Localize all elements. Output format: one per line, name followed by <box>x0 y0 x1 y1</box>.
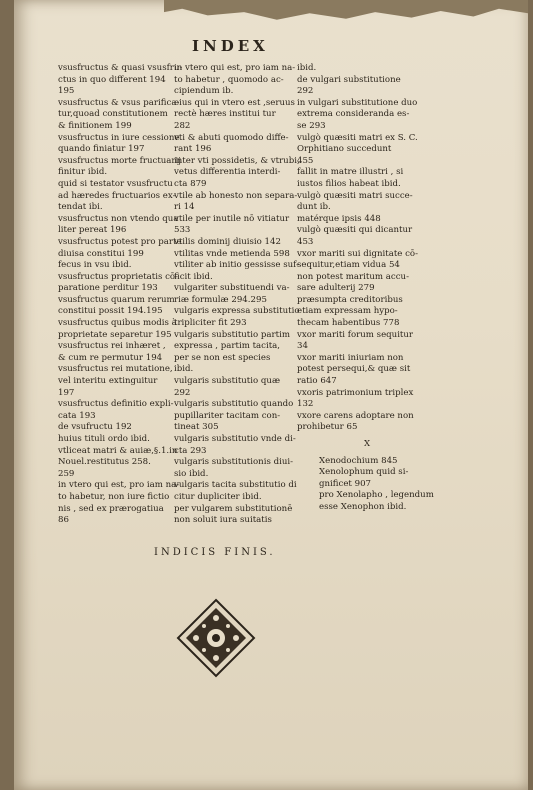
index-line: vsusfructus definitio expli- <box>58 399 174 410</box>
printer-ornament-icon <box>176 598 256 678</box>
index-line: 455 <box>297 155 314 166</box>
index-line: cta 879 <box>174 178 207 189</box>
index-line: 259 <box>58 468 75 479</box>
index-line: thecam habentibus 778 <box>297 318 400 329</box>
page-header: INDEX <box>192 37 269 55</box>
index-column-3 <box>297 63 437 514</box>
index-line: vxor mariti forum sequitur <box>297 329 414 340</box>
index-line: to habetur, non iure fictio <box>58 491 170 502</box>
index-line: tineat 305 <box>174 422 219 433</box>
index-end-title: INDICIS FINIS. <box>154 547 276 558</box>
index-line: iustos filios habeat ibid. <box>297 178 401 189</box>
index-line: 132 <box>297 399 314 410</box>
index-line: vsusfructus quibus modis à <box>58 318 177 329</box>
index-line: vulgaris substitutio vnde di- <box>174 434 296 444</box>
index-line: prohibetur 65 <box>297 422 358 433</box>
index-line: vsusfructus morte fructuarij <box>58 155 181 166</box>
index-line: ibid. <box>297 63 317 73</box>
index-line: citur dupliciter ibid. <box>174 491 262 502</box>
index-line: 453 <box>297 236 314 247</box>
index-line: vulgaris tacita substitutio di <box>174 480 297 491</box>
index-line: 195 <box>58 86 75 97</box>
index-line: in vtero qui est, pro iam na- <box>58 480 180 491</box>
index-line: potest persequi,& quæ sit <box>297 364 411 375</box>
index-line: to habetur , quomodo ac- <box>174 74 284 85</box>
index-line: vulgò quæsiti matri ex S. C. <box>297 132 418 143</box>
index-line: per vulgarem substitutionē <box>174 503 293 514</box>
index-line: vsusfructus & vsus parifica- <box>58 97 180 108</box>
index-line: vsusfructus rei inhæret , <box>58 341 166 352</box>
index-column-1 <box>58 63 188 527</box>
index-line: tur,quoad constitutionem <box>58 109 168 120</box>
index-line: fecus in vsu ibid. <box>58 260 132 271</box>
index-line: ratio 647 <box>297 376 337 387</box>
index-line: vetus differentia interdi- <box>174 167 281 178</box>
index-line: vsusfructus quarum rerum <box>58 294 175 305</box>
index-line: vxor mariti sui dignitate cō- <box>297 248 418 259</box>
index-line: 34 <box>297 341 308 352</box>
index-line: vtilis dominij diuisio 142 <box>174 236 281 247</box>
index-line: præsumpta creditoribus <box>297 294 403 305</box>
index-line: vtliceat matri & auiæ,§.1.in <box>58 445 178 456</box>
index-line: ctus in quo different 194 <box>58 74 166 85</box>
index-line: eius qui in vtero est ,seruus <box>174 97 295 108</box>
index-line: vulgaris substitutio quando <box>174 399 294 410</box>
index-line: tendat ibi. <box>58 202 103 213</box>
index-line: inter vti possidetis, & vtrubi, <box>174 155 300 166</box>
index-line: nis , sed ex prærogatiua <box>58 503 164 514</box>
index-line: 282 <box>174 120 191 131</box>
index-line: non potest maritum accu- <box>297 271 409 282</box>
index-line: vsusfructus rei mutatione, <box>58 364 173 375</box>
index-line: & finitionem 199 <box>58 120 132 131</box>
index-line: etiam expressam hypo- <box>297 306 398 317</box>
index-line: vulgaris substitutio partim <box>174 329 290 340</box>
index-line: esse Xenophon ibid. <box>319 501 407 512</box>
index-line: ibid. <box>174 364 194 375</box>
index-line: de vulgari substitutione <box>297 74 401 85</box>
index-line: vsusfructus & quasi vsusfru- <box>58 63 183 73</box>
index-line: vtiliter ab initio gessisse suf- <box>174 260 299 271</box>
section-letter: X <box>363 439 371 449</box>
x-entries <box>297 456 437 513</box>
index-line: quando finiatur 197 <box>58 144 145 155</box>
index-line: vtile ab honesto non separa- <box>174 190 298 201</box>
index-line: Nouel.restitutus 258. <box>58 457 151 468</box>
index-line: cta 293 <box>174 445 207 456</box>
index-column-2 <box>174 63 314 527</box>
index-line: 292 <box>174 387 191 398</box>
index-line: Xenodochium 845 <box>319 455 398 466</box>
index-line: & cum re permutur 194 <box>58 352 163 363</box>
index-line: expressa , partim tacita, <box>174 341 281 352</box>
index-line: vsusfructus potest pro parte <box>58 236 182 247</box>
index-line: vulgaris expressa substitutio <box>174 306 300 317</box>
index-line: sare adulterij 279 <box>297 283 375 294</box>
index-line: constitui possit 194.195 <box>58 306 163 317</box>
index-line: 197 <box>58 387 75 398</box>
index-line: extrema consideranda es- <box>297 109 410 120</box>
index-line: cata 193 <box>58 410 96 421</box>
index-line: per se non est species <box>174 352 271 363</box>
index-line: gnificet 907 <box>319 478 372 489</box>
index-line: rectè hæres institui tur <box>174 109 276 120</box>
index-line: ad hæredes fructuarios ex- <box>58 190 176 201</box>
index-line: ri 14 <box>174 202 195 213</box>
index-line: non soluit iura suitatis <box>174 515 272 526</box>
index-line: 86 <box>58 515 69 526</box>
index-line: vsusfructus proprietatis cō- <box>58 271 179 282</box>
index-line: 292 <box>297 86 314 97</box>
index-line: quid si testator vsusfructu <box>58 178 173 189</box>
index-line: in vulgari substitutione duo <box>297 97 418 108</box>
index-line: vsusfructus non vtendo qua <box>58 213 179 224</box>
index-line: se 293 <box>297 120 326 131</box>
index-line: vxoris patrimonium triplex <box>297 387 414 398</box>
index-line: diuisa constitui 199 <box>58 248 144 259</box>
index-line: riæ formulæ 294.295 <box>174 294 267 305</box>
index-line: vti & abuti quomodo diffe- <box>174 132 289 143</box>
index-line: proprietate separetur 195 <box>58 329 172 340</box>
index-line: sio ibid. <box>174 468 209 479</box>
index-line: tripliciter fit 293 <box>174 318 247 329</box>
index-line: pupillariter tacitam con- <box>174 410 281 421</box>
book-page <box>14 0 528 790</box>
index-line: finitur ibid. <box>58 167 108 178</box>
index-line: cipiendum ib. <box>174 86 234 97</box>
index-line: ficit ibid. <box>174 271 213 282</box>
index-column-3-entries <box>297 63 437 433</box>
torn-page-edge <box>164 0 528 22</box>
index-line: dunt ib. <box>297 202 331 213</box>
index-line: matérque ipsis 448 <box>297 213 381 224</box>
index-line: vulgaris substitutionis diui- <box>174 457 294 468</box>
index-line: sequitur,etiam vidua 54 <box>297 260 400 271</box>
index-line: vel interitu extinguitur <box>58 376 158 387</box>
index-line: de vsufructu 192 <box>58 422 132 433</box>
index-line: pro Xenolapho , legendum <box>319 490 434 501</box>
index-line: vulgò quæsiti matri succe- <box>297 190 413 201</box>
index-line: in vtero qui est, pro iam na- <box>174 63 296 73</box>
index-line: vxore carens adoptare non <box>297 410 414 421</box>
index-line: vulgaris substitutio quæ <box>174 376 281 387</box>
index-line: huius tituli ordo ibid. <box>58 434 150 444</box>
index-line: Xenolophum quid si- <box>319 467 409 478</box>
index-line: rant 196 <box>174 144 212 155</box>
index-line: fallit in matre illustri , si <box>297 167 404 178</box>
index-line: paratione perditur 193 <box>58 283 158 294</box>
index-line: vtile per inutile nō vitiatur <box>174 213 290 224</box>
index-line: vtilitas vnde metienda 598 <box>174 248 290 259</box>
index-line: vulgò quæsiti qui dicantur <box>297 225 413 236</box>
index-line: vxor mariti iniuriam non <box>297 352 404 363</box>
index-line: 533 <box>174 225 191 236</box>
index-line: vsusfructus in iure cessione <box>58 132 180 143</box>
index-line: vulgariter substituendi va- <box>174 283 290 294</box>
index-line: liter pereat 196 <box>58 225 127 236</box>
index-line: Orphitiano succedunt <box>297 144 392 155</box>
